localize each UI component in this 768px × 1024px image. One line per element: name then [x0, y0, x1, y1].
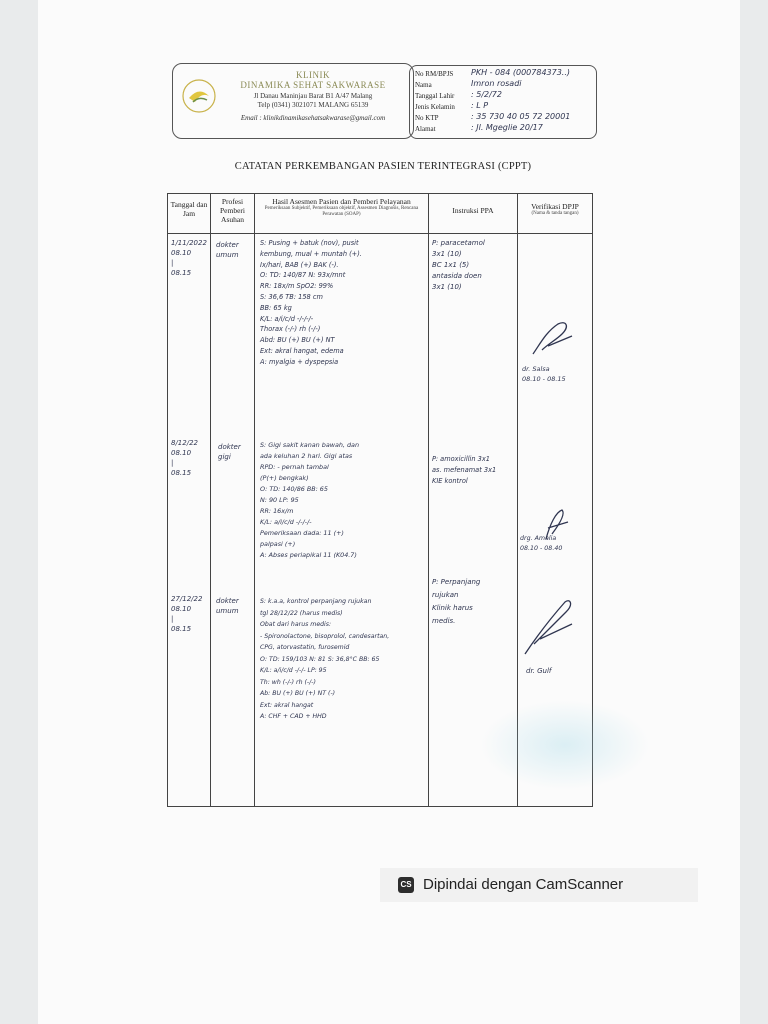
- clinic-logo-icon: [181, 78, 217, 114]
- entry-profession: dokter umum: [216, 597, 239, 615]
- signature-icon: [528, 314, 578, 359]
- camscanner-icon: CS: [398, 877, 414, 893]
- patient-sex-row: Jenis Kelamin : L P: [415, 101, 489, 111]
- entry-instruction: P: paracetamol 3x1 (10) BC 1x1 (5) antasida doen 3x1 (10): [432, 239, 485, 291]
- header-profession: Profesi Pemberi Asuhan: [220, 197, 245, 224]
- entry-date: 27/12/22 08.10 | 08.15: [171, 595, 203, 633]
- entry-date: 1/11/2022 08.10 | 08.15: [171, 239, 207, 277]
- patient-name-row: Nama Imron rosadi: [415, 79, 522, 89]
- entry-verifier: drg. Amalia 08.10 - 08.40: [520, 535, 563, 552]
- entry-verifier: dr. Salsa 08.10 - 08.15: [522, 365, 566, 383]
- column-divider: [428, 194, 429, 806]
- entry-soap: S: Pusing + batuk (nov), pusit kembung, mual + muntah (+). Ix/hari, BAB (+) BAK (-). O: TD: 140/87 N: 93x/mnt RR: 18x/m SpO2: 99% S: 36,6 TB: 158 cm BB: 65 kg K/L: a/i/c/d -/-/-/- Thorax (-/-) rh (-/-) Abd: BU (+) BU (+) NT Ext: akral hangat, edema A: myalgia + dyspepsia: [260, 239, 362, 366]
- camscanner-watermark: [380, 868, 698, 902]
- patient-info-box: [409, 65, 597, 139]
- entry-profession: dokter umum: [216, 241, 239, 259]
- signature-icon: [520, 594, 580, 659]
- header-divider: [168, 233, 592, 234]
- page-title: CATATAN PERKEMBANGAN PASIEN TERINTEGRASI (CPPT): [234, 161, 532, 172]
- scan-stain: [480, 700, 650, 790]
- header-date: Tanggal dan Jam: [170, 200, 208, 218]
- header-instruction: Instruksi PPA: [452, 206, 494, 215]
- clinic-name: KLINIK DINAMIKA SEHAT SAKWARASE: [240, 70, 386, 90]
- patient-rm-row: No RM/BPJS PKH - 084 (000784373..): [415, 68, 571, 78]
- header-assessment: Hasil Asesmen Pasien dan Pemberi Pelayanan Pemeriksaan Subjektif, Pemeriksaan objektif, Assesmen Diagnosis, Rencana Perawatan (SOAP): [264, 197, 419, 217]
- entry-soap: S: Gigi sakit kanan bawah, dan ada keluhan 2 hari. Gigi atas RPD: - pernah tambal (P(+) bengkak) O: TD: 140/86 BB: 65 N: 90 LP: 95 RR: 16x/m K/L: a/i/c/d -/-/-/- Pemeriksaan dada: 11 (+) palpasi (+) A: Abses periapikal 11 (K04.7): [260, 441, 360, 559]
- entry-profession: dokter gigi: [218, 443, 241, 461]
- patient-dob-row: Tanggal Lahir : 5/2/72: [415, 90, 502, 100]
- entry-date: 8/12/22 08.10 | 08.15: [171, 439, 198, 477]
- column-divider: [210, 194, 211, 806]
- patient-address-row: Alamat : Jl. Mgeglie 20/17: [415, 123, 543, 133]
- column-divider: [254, 194, 255, 806]
- header-verification: Verifikasi DPJP (Nama & tanda tangan): [531, 202, 579, 216]
- watermark-text: Dipindai dengan CamScanner: [423, 876, 624, 893]
- clinic-email: Email : klinikdinamikasehatsakwarase@gmail.com: [240, 114, 386, 122]
- entry-verifier: dr. Gulf: [526, 667, 552, 675]
- clinic-address: Jl Danau Maninjau Barat B1 A/47 Malang Telp (0341) 3021071 MALANG 65139: [253, 92, 373, 109]
- clinic-header: [172, 63, 414, 139]
- entry-soap: S: k.a.a, kontrol perpanjang rujukan tgl 28/12/22 (harus medis) Obat dari harus medis: - Spironolactone, bisoprolol, candesartan, CPG, atorvastatin, furosemid O: TD: 159/103 N: 81 S: 36,8°C BB: 65 K/L: a/i/c/d -/-/- LP: 95 Th: wh (-/-) rh (-/-) Ab: BU (+) BU (+) NT (-) Ext: akral hangat A: CHF + CAD + HHD: [260, 598, 390, 720]
- entry-instruction: P: Perpanjang rujukan Klinik harus medis.: [432, 578, 481, 625]
- entry-instruction: P: amoxicillin 3x1 as. mefenamat 3x1 KIE kontrol: [432, 455, 497, 485]
- patient-ktp-row: No KTP : 35 730 40 05 72 20001: [415, 112, 571, 122]
